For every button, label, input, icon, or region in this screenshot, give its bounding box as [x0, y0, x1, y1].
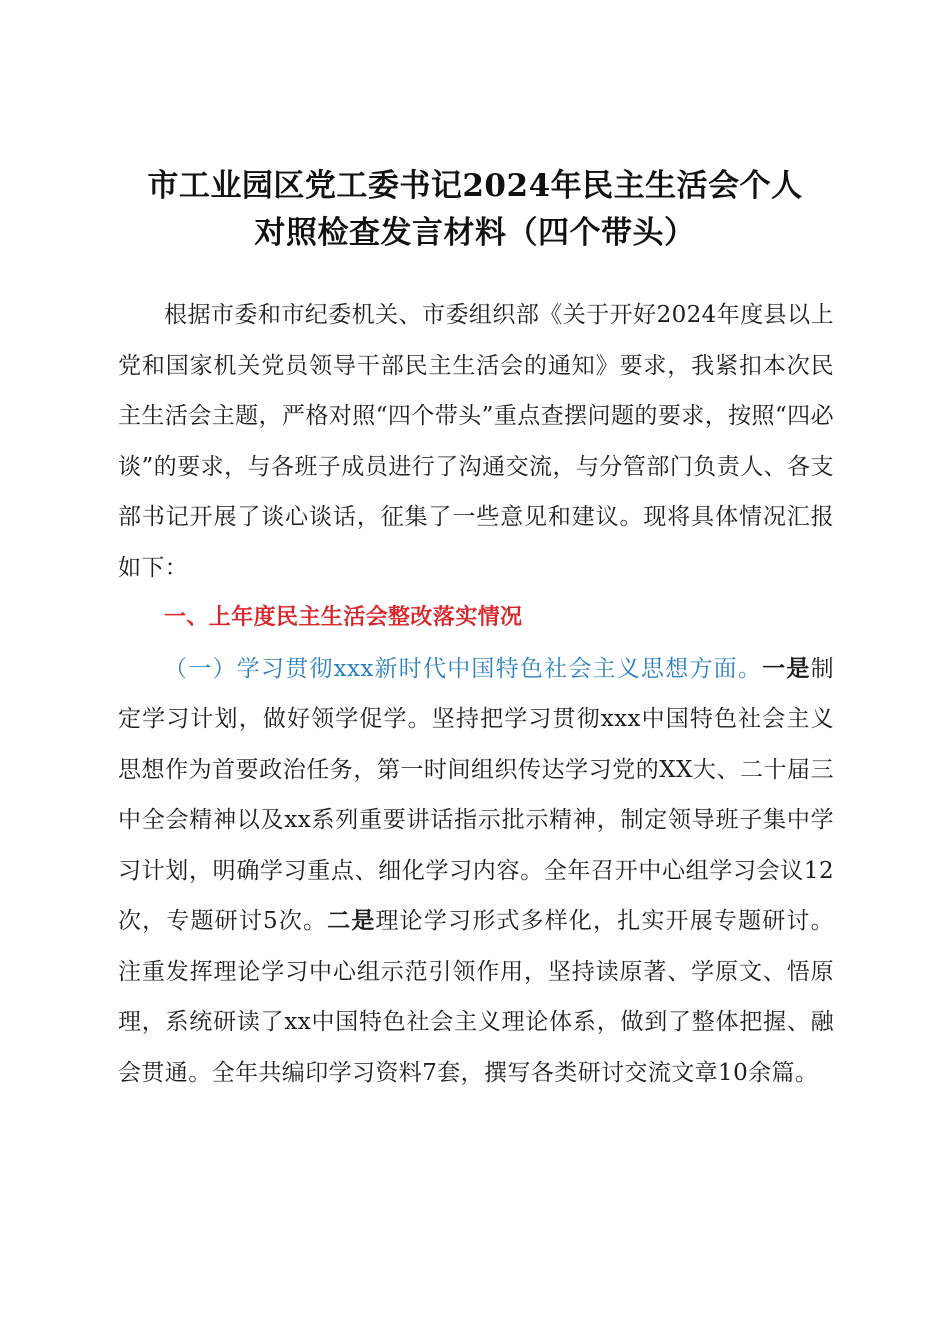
point-2-text: 理论学习形式多样化，扎实开展专题研讨。注重发挥理论学习中心组示范引领作用，坚持读原著、学原文、悟原理，系统研读了xx中国特色社会主义理论体系，做到了整体把握、融会贯通。全年共编印学习资料7套，撰写各类研讨交流文章10余篇。 [118, 908, 834, 1086]
title-line-2: 对照检查发言材料（四个带头） [254, 215, 696, 251]
point-1-label: 一是 [762, 655, 811, 682]
document-body [118, 290, 834, 1098]
document-title [100, 163, 850, 257]
point-1-text: 制定学习计划，做好领学促学。坚持把学习贯彻xxx中国特色社会主义思想作为首要政治任务，第一时间组织传达学习党的XX大、二十届三中全会精神以及xx系列重要讲话指示批示精神，制定领导班子集中学习计划，明确学习重点、细化学习内容。全年召开中心组学习会议12次，专题研讨5次。 [118, 655, 834, 934]
title-line-1: 市工业园区党工委书记2024年民主生活会个人 [147, 168, 803, 204]
section-1-heading: 一、上年度民主生活会整改落实情况 [164, 605, 523, 630]
subsection-1-heading: （一）学习贯彻xxx新时代中国特色社会主义思想方面。 [164, 655, 763, 682]
subsection-1-paragraph [118, 644, 834, 1099]
intro-paragraph: 根据市委和市纪委机关、市委组织部《关于开好2024年度县以上党和国家机关党员领导干部民主生活会的通知》要求，我紧扣本次民主生活会主题，严格对照“四个带头”重点查摆问题的要求，按照“四必谈”的要求，与各班子成员进行了沟通交流，与分管部门负责人、各支部书记开展了谈心谈话，征集了一些意见和建议。现将具体情况汇报如下： [118, 302, 834, 581]
point-2-label: 二是 [327, 908, 376, 934]
